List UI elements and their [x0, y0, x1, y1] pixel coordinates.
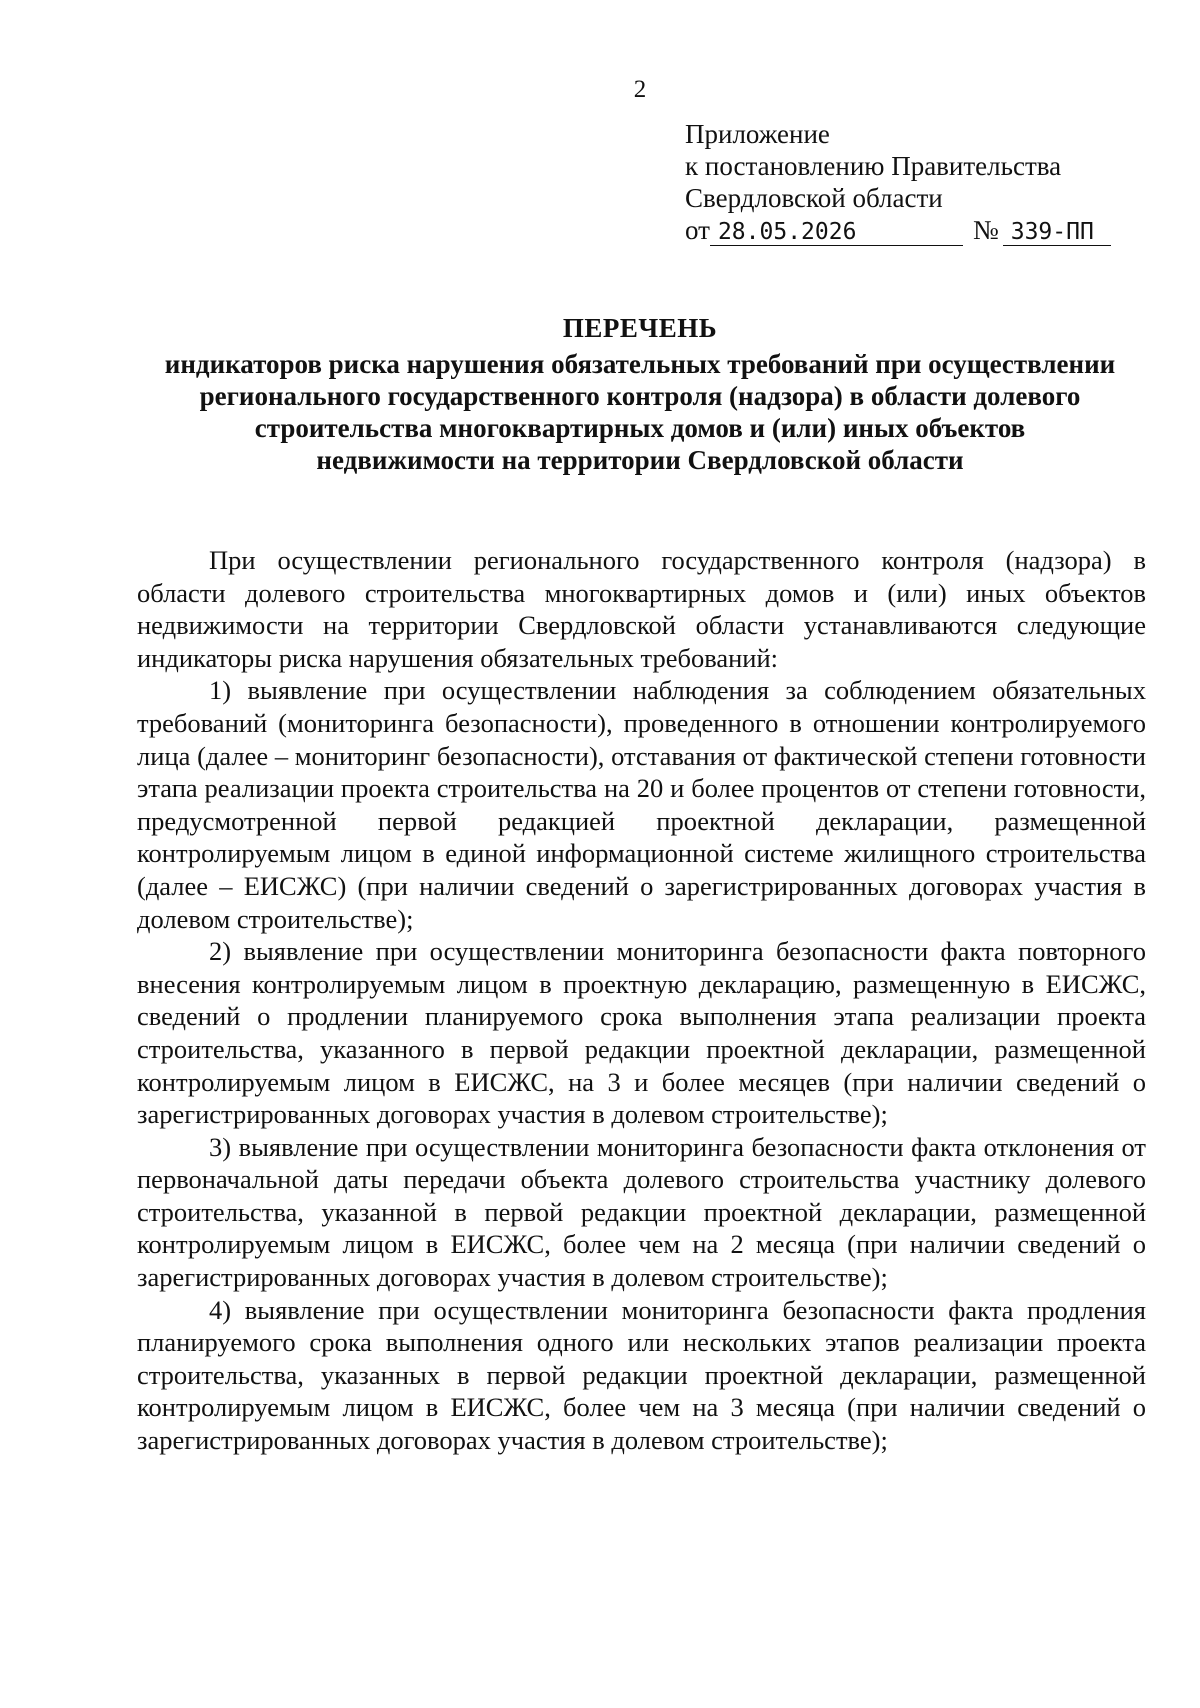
appendix-line-3: Свердловской области	[685, 183, 943, 213]
number-label: №	[972, 215, 999, 245]
page-number: 2	[633, 76, 647, 103]
document-body	[137, 544, 1146, 1457]
title-line-3: строительства многоквартирных домов и (или) иных объектов	[254, 413, 1026, 443]
appendix-line-2: к постановлению Правительства	[685, 151, 1062, 181]
document-title	[120, 312, 1160, 476]
decree-number: 339-ПП	[1003, 219, 1111, 246]
appendix-date-number-row	[685, 214, 1145, 246]
from-label: от	[685, 215, 710, 245]
indicator-item-3: 3) выявление при осуществлении мониторинга безопасности факта отклонения от первоначальной даты передачи объекта долевого строительства участнику долевого строительства, указанной в первой редакции проектной декларации, размещенной контролируемым лицом в ЕИСЖС, более чем на 2 месяца (при наличии сведений о зарегистрированных договорах участия в долевом строительстве);	[137, 1131, 1146, 1293]
indicator-item-2: 2) выявление при осуществлении мониторинга безопасности факта повторного внесения контролируемым лицом в проектную декларацию, размещенную в ЕИСЖС, сведений о продлении планируемого срока выполнения этапа реализации проекта строительства, указанного в первой редакции проектной декларации, размещенной контролируемым лицом в ЕИСЖС, на 3 и более месяцев (при наличии сведений о зарегистрированных договорах участия в долевом строительстве);	[137, 936, 1146, 1130]
appendix-block	[685, 118, 1145, 246]
title-main: ПЕРЕЧЕНЬ	[562, 313, 718, 343]
appendix-line-1: Приложение	[685, 119, 830, 149]
indicator-item-4: 4) выявление при осуществлении мониторинга безопасности факта продления планируемого срока выполнения одного или нескольких этапов реализации проекта строительства, указанных в первой редакции проектной декларации, размещенной контролируемым лицом в ЕИСЖС, более чем на 3 месяца (при наличии сведений о зарегистрированных договорах участия в долевом строительстве);	[137, 1294, 1146, 1456]
indicator-item-1: 1) выявление при осуществлении наблюдения за соблюдением обязательных требований (мониторинга безопасности), проведенного в отношении контролируемого лица (далее – мониторинг безопасности), отставания от фактической степени готовности этапа реализации проекта строительства на 20 и более процентов от степени готовности, предусмотренной первой редакцией проектной декларации, размещенной контролируемым лицом в единой информационной системе жилищного строительства (далее – ЕИСЖС) (при наличии сведений о зарегистрированных договорах участия в долевом строительстве);	[137, 675, 1146, 934]
intro-paragraph: При осуществлении регионального государственного контроля (надзора) в области долевого строительства многоквартирных домов и (или) иных объектов недвижимости на территории Свердловской области устанавливаются следующие индикаторы риска нарушения обязательных требований:	[137, 545, 1146, 673]
decree-date: 28.05.2026	[710, 219, 963, 246]
title-line-2: регионального государственного контроля (надзора) в области долевого	[199, 381, 1081, 411]
title-line-1: индикаторов риска нарушения обязательных требований при осуществлении	[164, 349, 1116, 379]
title-line-4: недвижимости на территории Свердловской области	[316, 445, 964, 475]
